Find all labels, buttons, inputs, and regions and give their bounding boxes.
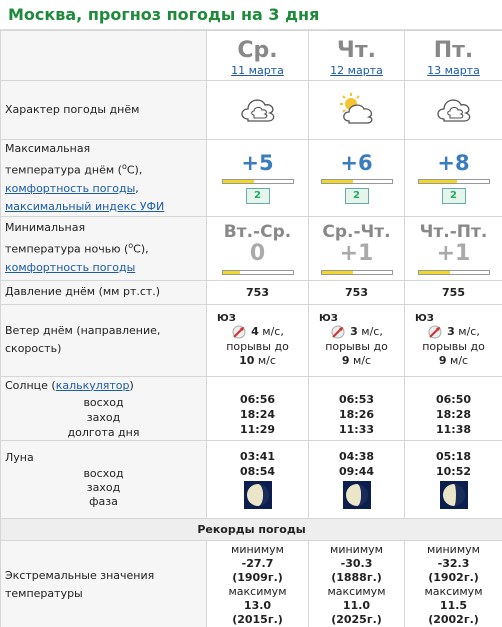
pressure-row <box>1 280 502 304</box>
record-max-label: максимум <box>424 585 483 599</box>
wind-direction: ЮЗ <box>319 312 338 324</box>
max-temp-label-text: температура днём ( <box>5 163 122 177</box>
max-temp-label <box>1 140 207 217</box>
weather-cell <box>309 81 405 140</box>
record-min-year: (1902г.) <box>428 571 479 585</box>
weather-cell <box>405 81 502 140</box>
moonset-label: заход <box>86 481 121 495</box>
record-min-year: (1909г.) <box>232 571 283 585</box>
day-header <box>207 31 309 81</box>
min-temp-label-line1: Минимальная <box>5 221 86 235</box>
comfort-bar <box>321 179 393 184</box>
sun-behind-clouds-icon <box>335 91 379 127</box>
pressure-value: 755 <box>405 280 502 304</box>
max-temp-value: +6 <box>340 151 373 176</box>
gusts-unit: м/с <box>257 353 276 367</box>
gusts-label: порывы до <box>325 339 388 353</box>
max-temp-label-line1: Максимальная <box>5 142 91 155</box>
weather-cell <box>207 81 309 140</box>
min-temp-row <box>1 216 502 280</box>
wind-speed: 3 <box>350 325 358 339</box>
sunrise-time: 06:56 <box>239 392 275 406</box>
sunset-label: заход <box>86 410 121 424</box>
records-heading: Рекорды погоды <box>1 518 502 540</box>
gusts-unit: м/с <box>353 353 372 367</box>
min-temp-label-text: температура ночью ( <box>5 242 129 256</box>
weather-label: Характер погоды днём <box>1 81 207 140</box>
records-label: Экстремальные значения температуры <box>1 540 207 627</box>
moonset-time: 09:44 <box>338 465 374 479</box>
day-header <box>405 31 502 81</box>
pressure-value: 753 <box>309 280 405 304</box>
record-min-value: -30.3 <box>340 557 373 571</box>
record-max-value: 13.0 <box>243 599 272 613</box>
gusts-label: порывы до <box>226 339 289 353</box>
sun-label-text: Солнце ( <box>5 378 56 392</box>
night-period: Вт.-Ср. <box>223 221 292 242</box>
wind-arrow-icon <box>231 324 247 340</box>
gusts-value: 10 <box>239 353 255 367</box>
moon-phase-icon <box>440 481 468 509</box>
pressure-label: Давление днём (мм рт.ст.) <box>1 280 207 304</box>
wind-cell <box>207 304 309 376</box>
max-temp-cell <box>207 140 309 217</box>
moon-cell <box>207 440 309 518</box>
moon-phase-icon <box>244 481 272 509</box>
night-period: Ср.-Чт. <box>322 221 391 242</box>
moon-row <box>1 440 502 518</box>
night-comfort-link[interactable]: комфортность погоды <box>5 260 136 274</box>
records-cell <box>309 540 405 627</box>
sunset-time: 18:24 <box>239 407 275 421</box>
wind-direction: ЮЗ <box>217 312 236 324</box>
day-date-link[interactable]: 12 марта <box>330 64 383 77</box>
max-temp-cell <box>309 140 405 217</box>
min-temp-cell <box>405 216 502 280</box>
records-row <box>1 540 502 627</box>
moonset-time: 10:52 <box>435 465 471 479</box>
wind-unit: м/с, <box>262 325 284 339</box>
record-min-label: минимум <box>330 543 383 557</box>
degree-sign: o <box>128 241 134 251</box>
daylength-value: 11:38 <box>435 422 471 436</box>
wind-row <box>1 304 502 376</box>
records-cell <box>405 540 502 627</box>
min-temp-value: +1 <box>436 240 471 266</box>
min-temp-value: 0 <box>249 240 266 266</box>
min-temp-unit: C), <box>133 242 149 256</box>
wind-arrow-icon <box>330 324 346 340</box>
moonrise-time: 03:41 <box>239 450 275 464</box>
moon-label-text: Луна <box>5 451 34 465</box>
min-temp-label <box>1 216 207 280</box>
moonrise-time: 04:38 <box>338 450 374 464</box>
calculator-link[interactable]: калькулятор <box>55 378 130 392</box>
page-title: Москва, прогноз погоды на 3 дня <box>0 0 502 30</box>
sun-cell <box>405 376 502 440</box>
uvi-badge: 2 <box>442 188 466 204</box>
moonset-time: 08:54 <box>239 465 275 479</box>
daylength-value: 11:33 <box>338 422 374 436</box>
wind-unit: м/с, <box>361 325 383 339</box>
max-temp-row <box>1 140 502 217</box>
record-max-value: 11.0 <box>342 599 371 613</box>
sun-row <box>1 376 502 440</box>
night-period: Чт.-Пт. <box>419 221 488 242</box>
sun-label <box>1 376 207 440</box>
records-head-row <box>1 518 502 540</box>
day-date-link[interactable]: 11 марта <box>231 64 284 77</box>
sun-cell <box>309 376 405 440</box>
min-temp-cell <box>309 216 405 280</box>
comfort-bar <box>418 179 490 184</box>
moon-cell <box>309 440 405 518</box>
min-temp-label-line2 <box>5 237 202 259</box>
forecast-table <box>0 30 502 627</box>
record-min-label: минимум <box>231 543 284 557</box>
max-temp-value: +5 <box>241 151 274 176</box>
records-cell <box>207 540 309 627</box>
day-name: Ср. <box>237 38 278 63</box>
wind-cell <box>405 304 502 376</box>
sunset-time: 18:28 <box>435 407 471 421</box>
record-min-value: -27.7 <box>241 557 274 571</box>
wind-arrow-icon <box>427 324 443 340</box>
gusts-unit: м/с <box>450 353 469 367</box>
sunrise-time: 06:53 <box>338 392 374 406</box>
gusts-label: порывы до <box>422 339 485 353</box>
record-min-value: -32.3 <box>437 557 470 571</box>
min-temp-cell <box>207 216 309 280</box>
partly-cloudy-icon <box>236 91 280 127</box>
corner-cell <box>1 31 207 81</box>
night-comfort-bar <box>222 270 294 275</box>
wind-cell <box>309 304 405 376</box>
day-name: Чт. <box>337 38 376 63</box>
gusts-value: 9 <box>438 353 447 367</box>
wind-speed: 3 <box>447 325 455 339</box>
uvi-badge: 2 <box>246 188 270 204</box>
daylength-label: долгота дня <box>67 425 140 439</box>
sun-cell <box>207 376 309 440</box>
max-temp-value: +8 <box>437 151 470 176</box>
record-max-label: максимум <box>228 585 287 599</box>
day-date-link[interactable]: 13 марта <box>427 64 480 77</box>
moon-label <box>1 440 207 518</box>
sunset-time: 18:26 <box>338 407 374 421</box>
sunrise-time: 06:50 <box>435 392 471 406</box>
comfort-bar <box>222 179 294 184</box>
days-header-row <box>1 31 502 81</box>
wind-unit: м/с, <box>458 325 480 339</box>
moon-phase-icon <box>343 481 371 509</box>
moonrise-time: 05:18 <box>435 450 471 464</box>
record-max-year: (2015г.) <box>232 613 283 627</box>
gusts-value: 9 <box>341 353 350 367</box>
weather-row <box>1 81 502 140</box>
day-header <box>309 31 405 81</box>
degree-sign: o <box>121 162 127 171</box>
uvi-link[interactable]: максимальный индекс УФИ <box>5 199 165 213</box>
moonrise-label: восход <box>83 467 124 481</box>
max-temp-label-line2 <box>5 158 202 180</box>
record-max-year: (2002г.) <box>428 613 479 627</box>
night-comfort-bar <box>418 270 490 275</box>
day-name: Пт. <box>433 38 474 63</box>
pressure-value: 753 <box>207 280 309 304</box>
night-comfort-bar <box>321 270 393 275</box>
max-temp-cell <box>405 140 502 217</box>
moon-cell <box>405 440 502 518</box>
comfort-link[interactable]: комфортность погоды <box>5 181 136 195</box>
wind-direction: ЮЗ <box>415 312 434 324</box>
daylength-value: 11:29 <box>239 422 275 436</box>
max-temp-unit: C), <box>126 163 143 177</box>
comma: , <box>135 181 139 195</box>
record-max-year: (2025г.) <box>331 613 382 627</box>
wind-label: Ветер днём (направление, скорость) <box>1 304 207 376</box>
wind-speed: 4 <box>251 325 259 339</box>
partly-cloudy-icon <box>432 91 476 127</box>
record-min-year: (1888г.) <box>331 571 382 585</box>
sunrise-label: восход <box>83 395 124 409</box>
min-temp-value: +1 <box>339 240 374 266</box>
record-max-value: 11.5 <box>439 599 468 613</box>
record-min-label: минимум <box>427 543 480 557</box>
record-max-label: максимум <box>327 585 386 599</box>
phase-label: фаза <box>89 495 118 509</box>
uvi-badge: 2 <box>345 188 369 204</box>
sun-label-close: ) <box>129 378 134 392</box>
